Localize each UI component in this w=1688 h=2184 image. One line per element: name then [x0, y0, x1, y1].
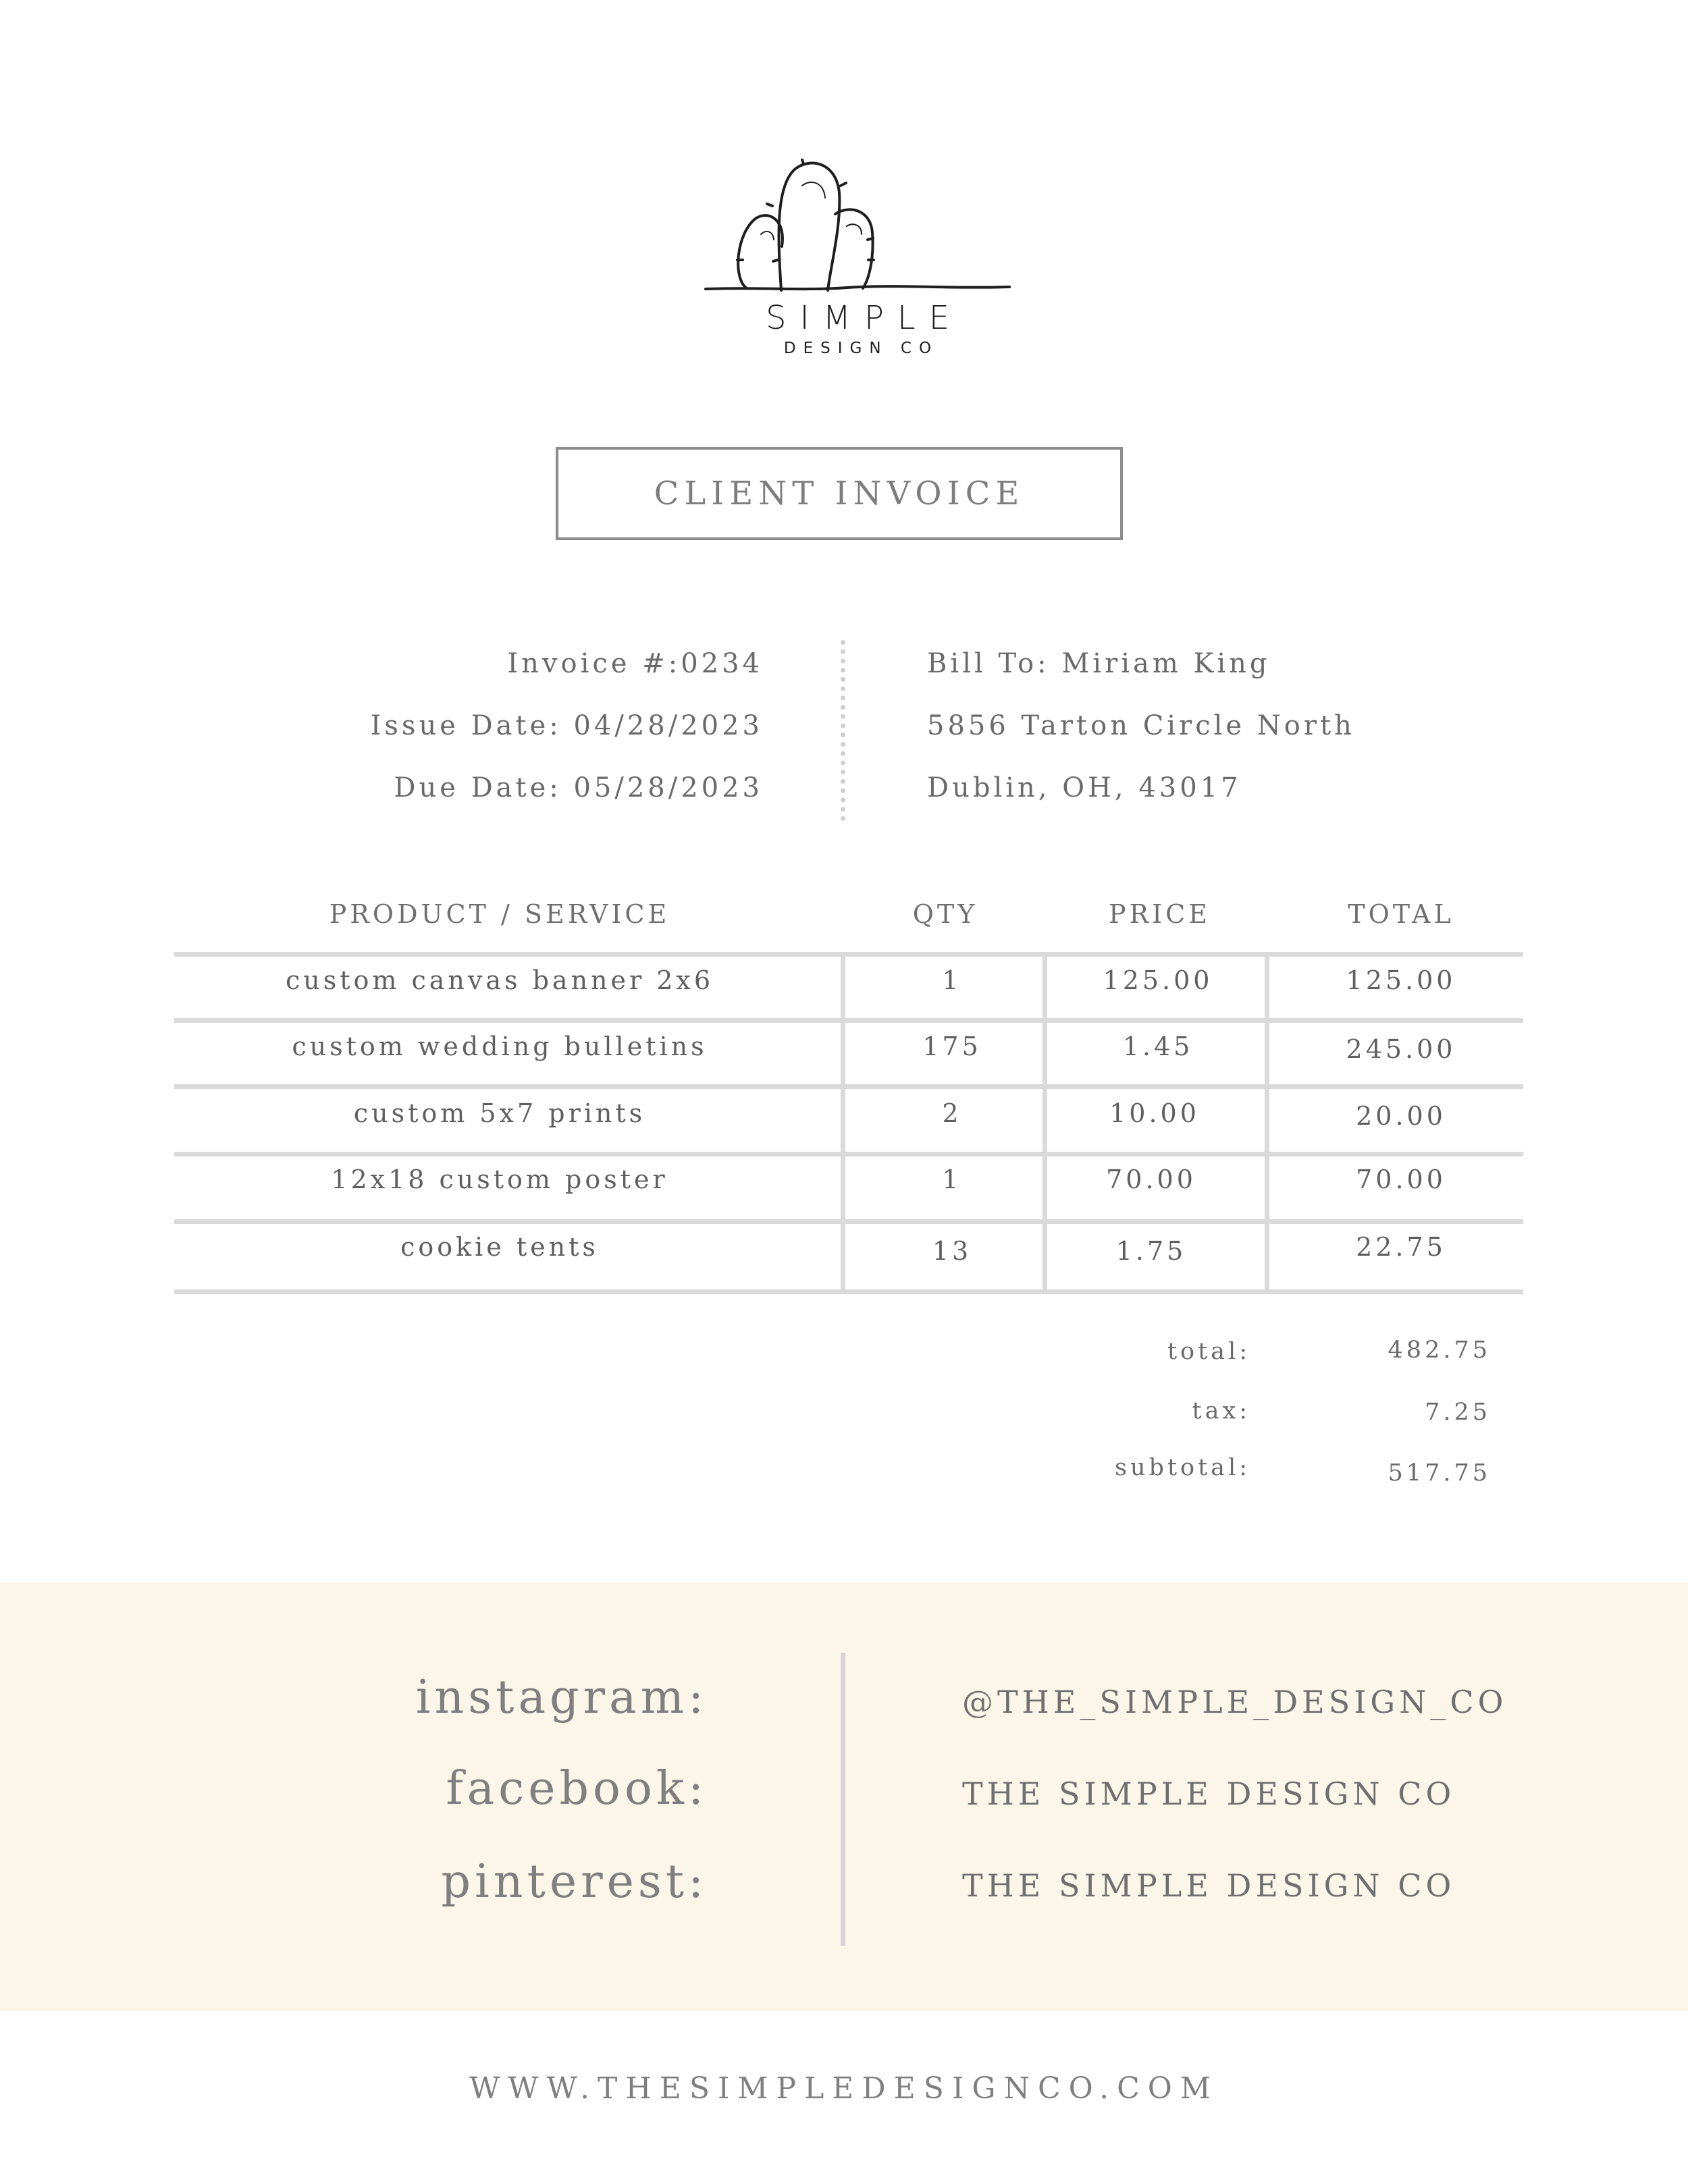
tax-label: tax:	[1192, 1397, 1250, 1424]
cell-product: custom 5x7 prints	[353, 1098, 646, 1128]
logo-name: SIMPLE	[765, 299, 964, 337]
tax-value: 7.25	[1425, 1399, 1491, 1426]
cell-total: 22.75	[1356, 1232, 1446, 1262]
cell-price: 10.00	[1109, 1098, 1200, 1128]
table-row	[0, 1032, 1688, 1072]
issue-date: Issue Date: 04/28/2023	[370, 710, 763, 741]
cell-total: 245.00	[1346, 1034, 1456, 1064]
cactus-logo-icon	[702, 159, 1013, 300]
table-header-price: PRICE	[1108, 899, 1211, 929]
cell-price: 1.75	[1115, 1236, 1187, 1266]
table-rule	[174, 1289, 1523, 1294]
cell-price: 1.45	[1122, 1032, 1194, 1061]
cell-price: 125.00	[1103, 965, 1213, 995]
table-rule	[174, 1152, 1523, 1156]
social-label-pinterest: pinterest:	[441, 1855, 708, 1909]
table-rule	[174, 1219, 1523, 1224]
brand-logo	[702, 159, 1013, 361]
cell-qty: 1	[942, 1165, 962, 1194]
cell-qty: 175	[922, 1032, 982, 1061]
cell-product: 12x18 custom poster	[331, 1165, 668, 1194]
table-header-total: TOTAL	[1348, 899, 1454, 929]
bill-to-street: 5856 Tarton Circle North	[927, 710, 1355, 741]
social-label-instagram: instagram:	[415, 1671, 708, 1724]
cell-total: 125.00	[1346, 965, 1456, 995]
social-divider	[841, 1653, 845, 1946]
table-header-qty: QTY	[912, 899, 978, 929]
cell-qty: 2	[942, 1098, 962, 1128]
invoice-number: Invoice #:0234	[507, 648, 763, 679]
table-row	[0, 1098, 1688, 1139]
cell-qty: 13	[932, 1236, 972, 1266]
logo-subtitle: DESIGN CO	[783, 340, 939, 357]
social-value-instagram[interactable]: @THE_SIMPLE_DESIGN_CO	[962, 1684, 1508, 1720]
table-rule	[174, 952, 1523, 957]
table-row	[0, 1165, 1688, 1205]
subtotal-label: subtotal:	[1115, 1454, 1250, 1481]
bill-to-name: Bill To: Miriam King	[927, 648, 1271, 679]
table-rule	[174, 1084, 1523, 1089]
total-label: total:	[1167, 1338, 1250, 1365]
table-row	[0, 1232, 1688, 1273]
social-value-pinterest[interactable]: THE SIMPLE DESIGN CO	[962, 1867, 1456, 1904]
due-date: Due Date: 05/28/2023	[394, 772, 763, 803]
total-value: 482.75	[1388, 1337, 1491, 1364]
invoice-title: CLIENT INVOICE	[654, 475, 1025, 512]
cell-total: 70.00	[1356, 1165, 1446, 1194]
meta-divider	[841, 640, 845, 821]
website-link[interactable]: WWW.THESIMPLEDESIGNCO.COM	[469, 2071, 1219, 2106]
table-rule	[174, 1018, 1523, 1023]
cell-product: cookie tents	[400, 1232, 599, 1262]
invoice-title-box	[556, 447, 1123, 540]
cell-product: custom wedding bulletins	[292, 1032, 708, 1061]
cell-product: custom canvas banner 2x6	[285, 965, 714, 995]
social-value-facebook[interactable]: THE SIMPLE DESIGN CO	[962, 1776, 1456, 1812]
cell-qty: 1	[942, 965, 962, 995]
table-row	[0, 965, 1688, 1006]
social-label-facebook: facebook:	[446, 1762, 708, 1815]
bill-to-city: Dublin, OH, 43017	[927, 772, 1242, 803]
table-header-product: PRODUCT / SERVICE	[329, 899, 670, 929]
cell-price: 70.00	[1106, 1165, 1196, 1194]
subtotal-value: 517.75	[1388, 1460, 1491, 1487]
cell-total: 20.00	[1356, 1101, 1446, 1131]
